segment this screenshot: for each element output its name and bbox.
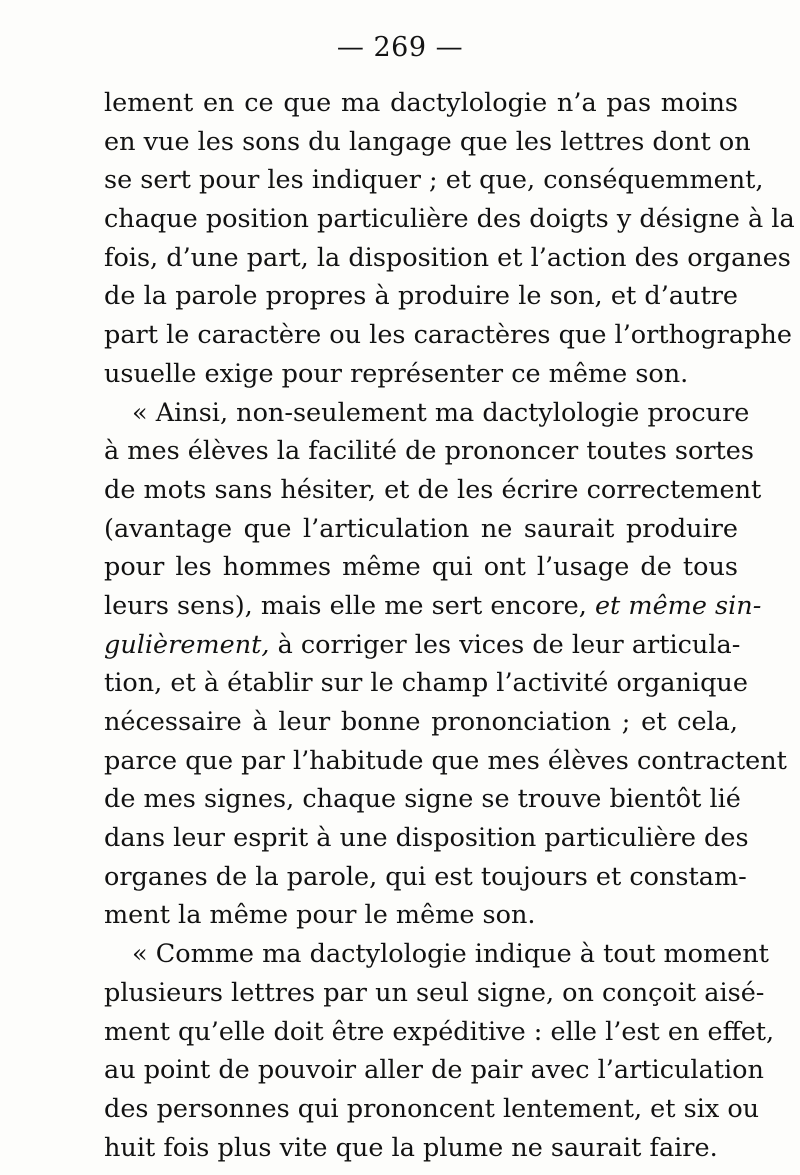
text-line: nécessaire à leur bonne prononciation ; et cela, [104, 707, 738, 737]
text-line: fois, d’une part, la disposition et l’action des organes [104, 242, 791, 273]
text-line: des personnes qui prononcent lentement, et six ou [104, 1093, 760, 1124]
text-line: de mes signes, chaque signe se trouve bientôt lié [104, 784, 741, 815]
text-line: plusieurs lettres par un seul signe, on conçoit aisé- [104, 977, 765, 1008]
paragraph-1 [104, 84, 795, 394]
page-body [104, 84, 795, 1167]
text-segment: leurs sens), mais elle me sert encore, [104, 590, 587, 621]
text-line: en vue les sons du langage que les lettres dont on [104, 126, 751, 157]
text-line: à mes élèves la facilité de prononcer toutes sortes [104, 436, 754, 467]
paragraph-2 [104, 394, 787, 936]
italic-segment: et même sin- [594, 590, 762, 621]
text-line: « Ainsi, non-seulement ma dactylologie procure [132, 397, 750, 428]
text-line: dans leur esprit à une disposition particulière des [104, 823, 749, 854]
text-line: pour les hommes même qui ont l’usage de tous [104, 552, 738, 583]
text-line: se sert pour les indiquer ; et que, conséquemment, [104, 165, 764, 196]
text-line: parce que par l’habitude que mes élèves contractent [104, 745, 787, 776]
text-line: « Comme ma dactylologie indique à tout moment [132, 939, 769, 970]
text-line: chaque position particulière des doigts y désigne à la [104, 204, 795, 235]
text-line: au point de pouvoir aller de pair avec l’articulation [104, 1055, 764, 1086]
text-line-mixed [104, 626, 741, 665]
text-line: lement en ce que ma dactylologie n’a pas moins [104, 88, 738, 118]
text-segment: à corriger les vices de leur articula- [277, 629, 741, 660]
italic-segment: gulièrement, [104, 629, 270, 660]
text-line: huit fois plus vite que la plume ne saurait faire. [104, 1132, 718, 1163]
text-line: ment la même pour le même son. [104, 900, 536, 931]
text-line: organes de la parole, qui est toujours et constam- [104, 861, 747, 892]
page-number: — 269 — [336, 32, 464, 63]
text-line: usuelle exige pour représenter ce même son. [104, 358, 689, 389]
text-line: tion, et à établir sur le champ l’activité organique [104, 668, 748, 699]
text-line: part le caractère ou les caractères que l’orthographe [104, 320, 792, 351]
text-line: de la parole propres à produire le son, et d’autre [104, 281, 738, 312]
text-line-mixed [104, 587, 762, 626]
text-line: (avantage que l’articulation ne saurait produire [104, 513, 738, 544]
text-line: de mots sans hésiter, et de les écrire correctement [104, 474, 762, 505]
paragraph-3 [104, 935, 775, 1167]
text-line: ment qu’elle doit être expéditive : elle l’est en effet, [104, 1016, 775, 1047]
